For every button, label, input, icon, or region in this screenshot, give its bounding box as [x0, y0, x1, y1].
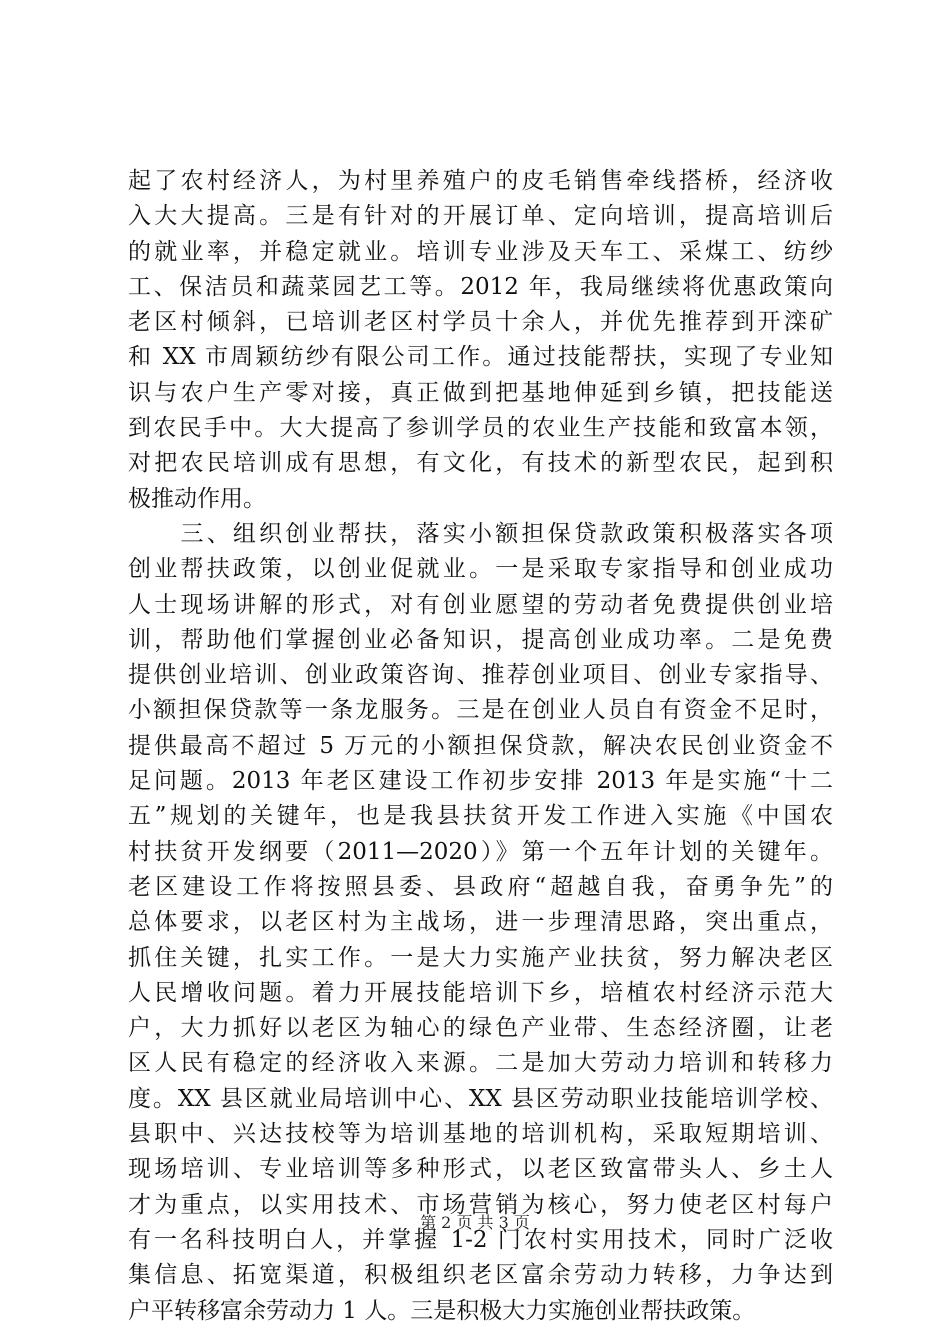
text-line: 现场培训、专业培训等多种形式，以老区致富带头人、乡土人: [128, 1156, 833, 1183]
text-line: 识与农户生产零对接，真正做到把基地伸延到乡镇，把技能送: [128, 379, 833, 406]
text-line: 人士现场讲解的形式，对有创业愿望的劳动者免费提供创业培: [128, 591, 833, 618]
text-line: 和 XX 市周颖纺纱有限公司工作。通过技能帮扶，实现了专业知: [128, 344, 833, 371]
page-footer: 第 2 页 共 3 页: [420, 1213, 530, 1232]
text-line: 三、组织创业帮扶，落实小额担保贷款政策积极落实各项: [128, 520, 833, 547]
text-line: 入大大提高。三是有针对的开展订单、定向培训，提高培训后: [128, 203, 833, 230]
text-line: 提供创业培训、创业政策咨询、推荐创业项目、创业专家指导、: [128, 662, 833, 689]
body-text: [128, 164, 833, 1329]
text-line: 提供最高不超过 5 万元的小额担保贷款，解决农民创业资金不: [128, 732, 833, 759]
text-line: 集信息、拓宽渠道，积极组织老区富余劳动力转移，力争达到: [128, 1262, 833, 1289]
text-line: 老区建设工作将按照县委、县政府“超越自我，奋勇争先”的: [128, 873, 833, 900]
text-line: 训，帮助他们掌握创业必备知识，提高创业成功率。二是免费: [128, 626, 833, 653]
text-line: 县职中、兴达技校等为培训基地的培训机构，采取短期培训、: [128, 1121, 833, 1148]
text-line: 区人民有稳定的经济收入来源。二是加大劳动力培训和转移力: [128, 1050, 833, 1077]
text-line: 总体要求，以老区村为主战场，进一步理清思路，突出重点，: [128, 909, 833, 936]
text-line: 老区村倾斜，已培训老区村学员十余人，并优先推荐到开滦矿: [128, 309, 833, 336]
text-line: 创业帮扶政策，以创业促就业。一是采取专家指导和创业成功: [128, 556, 833, 583]
text-line: 度。XX 县区就业局培训中心、XX 县区劳动职业技能培训学校、: [128, 1085, 833, 1112]
text-line: 足问题。2013 年老区建设工作初步安排 2013 年是实施“十二: [128, 768, 833, 795]
text-line: 对把农民培训成有思想，有文化，有技术的新型农民，起到积: [128, 450, 833, 477]
text-line: 有一名科技明白人，并掌握 1-2 门农村实用技术，同时广泛收: [128, 1226, 833, 1253]
text-line: 小额担保贷款等一条龙服务。三是在创业人员自有资金不足时，: [128, 697, 833, 724]
text-line: 工、保洁员和蔬菜园艺工等。2012 年，我局继续将优惠政策向: [128, 273, 833, 300]
text-line: 户，大力抓好以老区为轴心的绿色产业带、生态经济圈，让老: [128, 1015, 833, 1042]
text-line: 的就业率，并稳定就业。培训专业涉及天车工、采煤工、纺纱: [128, 238, 833, 265]
text-line: 到农民手中。大大提高了参训学员的农业生产技能和致富本领，: [128, 415, 833, 442]
text-line: 户平转移富余劳动力 1 人。三是积极大力实施创业帮扶政策。: [128, 1297, 756, 1324]
text-line: 抓住关键，扎实工作。一是大力实施产业扶贫，努力解决老区: [128, 944, 833, 971]
text-line: 才为重点，以实用技术、市场营销为核心，努力使老区村每户: [128, 1191, 833, 1218]
text-line: 村扶贫开发纲要（2011—2020）》第一个五年计划的关键年。: [128, 838, 833, 865]
text-line: 极推动作用。: [128, 485, 266, 512]
text-line: 起了农村经济人，为村里养殖户的皮毛销售牵线搭桥，经济收: [128, 168, 833, 194]
text-line: 人民增收问题。着力开展技能培训下乡，培植农村经济示范大: [128, 979, 833, 1006]
text-line: 五”规划的关键年，也是我县扶贫开发工作进入实施《中国农: [128, 803, 833, 830]
